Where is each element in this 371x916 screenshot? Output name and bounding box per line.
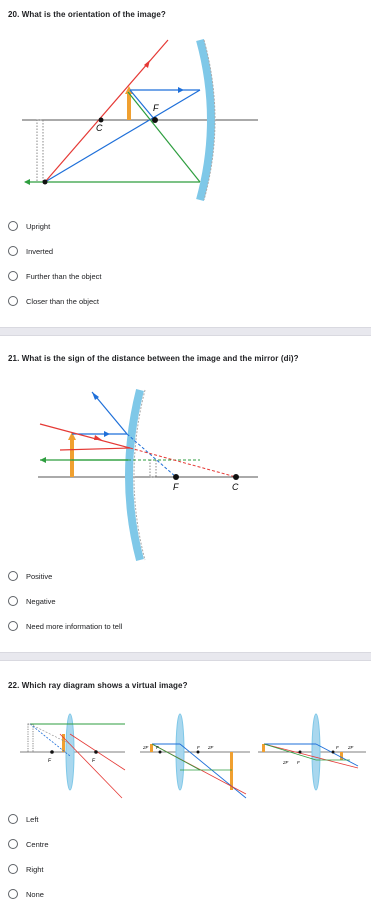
svg-text:F: F: [297, 760, 300, 765]
svg-text:F: F: [48, 758, 52, 764]
radio-button[interactable]: [8, 271, 18, 281]
question-21-title: 21. What is the sign of the distance between the image and the mirror (di)?: [8, 354, 299, 363]
label-f: F: [173, 482, 179, 492]
q21-option-positive[interactable]: Positive: [8, 569, 52, 583]
svg-text:2F: 2F: [208, 745, 214, 750]
q20-option-inverted[interactable]: Inverted: [8, 244, 53, 258]
svg-text:F: F: [156, 745, 159, 750]
q20-ray-diagram: [0, 30, 371, 210]
question-20-title: 20. What is the orientation of the image?: [8, 10, 166, 19]
lens: [176, 714, 184, 790]
object-arrow: [127, 92, 131, 120]
right-diagram: [258, 714, 366, 790]
lens: [66, 714, 74, 790]
q22-option-right[interactable]: Right: [8, 862, 44, 876]
q21-option-need-more-info[interactable]: Need more information to tell: [8, 619, 122, 633]
radio-button[interactable]: [8, 864, 18, 874]
label-c: C: [232, 482, 239, 492]
radio-button[interactable]: [8, 296, 18, 306]
q22-option-centre[interactable]: Centre: [8, 837, 49, 851]
object-arrow: [70, 438, 74, 477]
image-arrow: [150, 460, 156, 477]
image-arrow: [37, 120, 43, 182]
radio-button[interactable]: [8, 221, 18, 231]
radio-button[interactable]: [8, 246, 18, 256]
radio-button[interactable]: [8, 839, 18, 849]
q21-option-negative[interactable]: Negative: [8, 594, 56, 608]
question-divider: [0, 652, 371, 661]
q22-ray-diagrams: [0, 710, 371, 810]
radio-button[interactable]: [8, 814, 18, 824]
radio-button[interactable]: [8, 889, 18, 899]
q22-option-none[interactable]: None: [8, 887, 44, 901]
svg-text:2F: 2F: [348, 745, 354, 750]
radio-button[interactable]: [8, 621, 18, 631]
svg-text:F: F: [336, 745, 339, 750]
q20-option-closer[interactable]: Closer than the object: [8, 294, 99, 308]
svg-text:F: F: [92, 758, 96, 764]
question-22-title: 22. Which ray diagram shows a virtual image?: [8, 681, 188, 690]
q21-ray-diagram: [0, 380, 371, 565]
question-divider: [0, 327, 371, 336]
svg-text:F: F: [197, 745, 200, 750]
label-f: F: [153, 103, 159, 113]
radio-button[interactable]: [8, 596, 18, 606]
left-diagram: [20, 714, 125, 798]
label-c: C: [96, 123, 103, 133]
q22-option-left[interactable]: Left: [8, 812, 39, 826]
centre-diagram: [140, 714, 250, 798]
q20-option-upright[interactable]: Upright: [8, 219, 50, 233]
q20-option-further[interactable]: Further than the object: [8, 269, 101, 283]
radio-button[interactable]: [8, 571, 18, 581]
svg-text:2F: 2F: [283, 760, 289, 765]
svg-text:2F: 2F: [143, 745, 149, 750]
lens: [312, 714, 320, 790]
